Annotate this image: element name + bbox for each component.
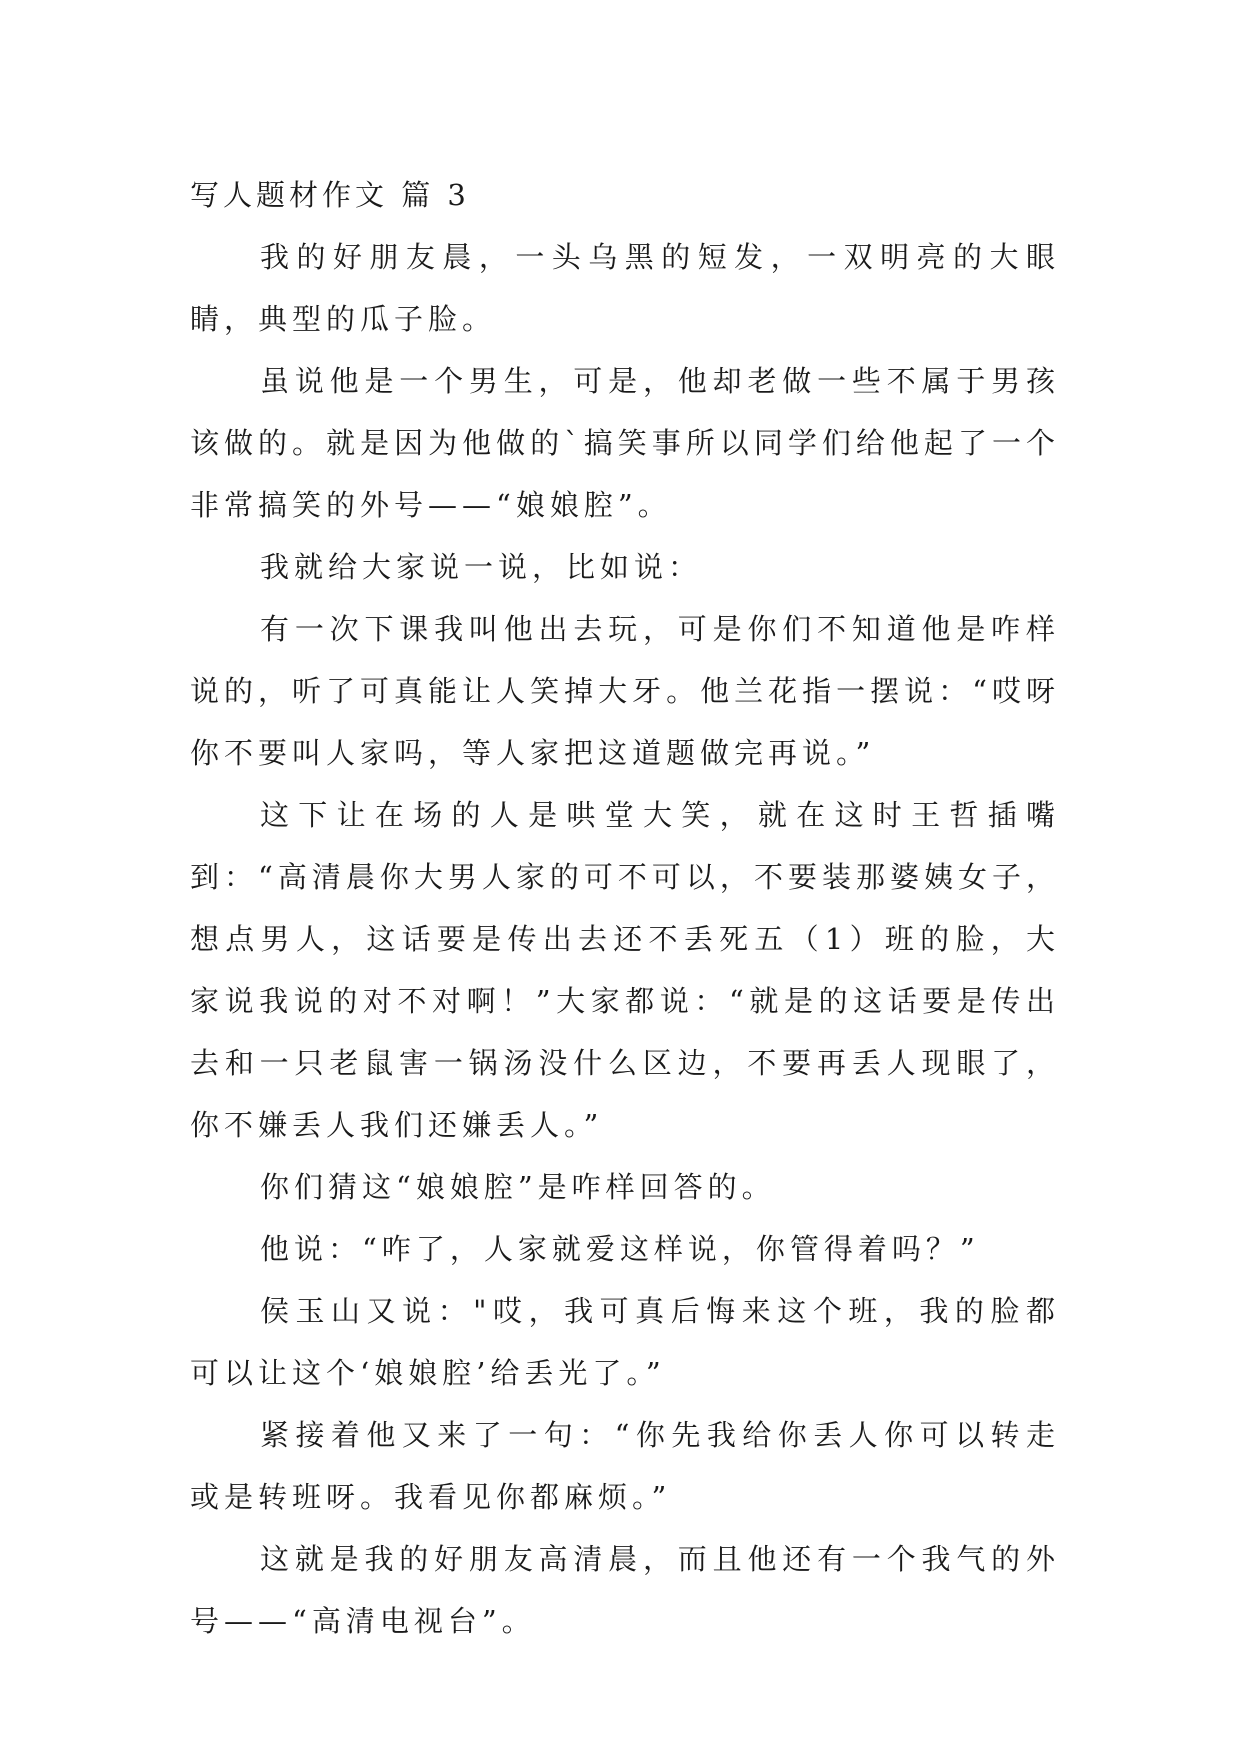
- paragraph-1: 我的好朋友晨，一头乌黑的短发，一双明亮的大眼睛，典型的瓜子脸。: [190, 240, 1060, 336]
- paragraph-8: 侯玉山又说："哎，我可真后悔来这个班，我的脸都可以让这个‘娘娘腔’给丢光了。”: [190, 1294, 1060, 1390]
- paragraph-9: 紧接着他又来了一句：“你先我给你丢人你可以转走或是转班呀。我看见你都麻烦。”: [190, 1418, 1060, 1514]
- document-title: 写人题材作文 篇 3: [190, 178, 470, 212]
- paragraph-4: 有一次下课我叫他出去玩，可是你们不知道他是咋样说的，听了可真能让人笑掉大牙。他兰花指一摆说：“哎呀你不要叫人家吗，等人家把这道题做完再说。”: [190, 612, 1060, 770]
- document-page: [190, 164, 1060, 1652]
- paragraph-7: 他说：“咋了，人家就爱这样说，你管得着吗？”: [260, 1232, 980, 1266]
- paragraph-6: 你们猜这“娘娘腔”是咋样回答的。: [260, 1170, 776, 1204]
- paragraph-5: 这下让在场的人是哄堂大笑，就在这时王哲插嘴到：“高清晨你大男人家的可不可以，不要装那婆姨女子，想点男人，这话要是传出去还不丢死五（1）班的脸，大家说我说的对不对啊！”大家都说：“就是的这话要是传出去和一只老鼠害一锅汤没什么区边，不要再丢人现眼了，你不嫌丢人我们还嫌丢人。”: [190, 798, 1060, 1142]
- paragraph-2: 虽说他是一个男生，可是，他却老做一些不属于男孩该做的。就是因为他做的`搞笑事所以同学们给他起了一个非常搞笑的外号——“娘娘腔”。: [190, 364, 1060, 522]
- paragraph-3: 我就给大家说一说，比如说：: [260, 550, 703, 584]
- paragraph-10: 这就是我的好朋友高清晨，而且他还有一个我气的外号——“高清电视台”。: [190, 1542, 1060, 1638]
